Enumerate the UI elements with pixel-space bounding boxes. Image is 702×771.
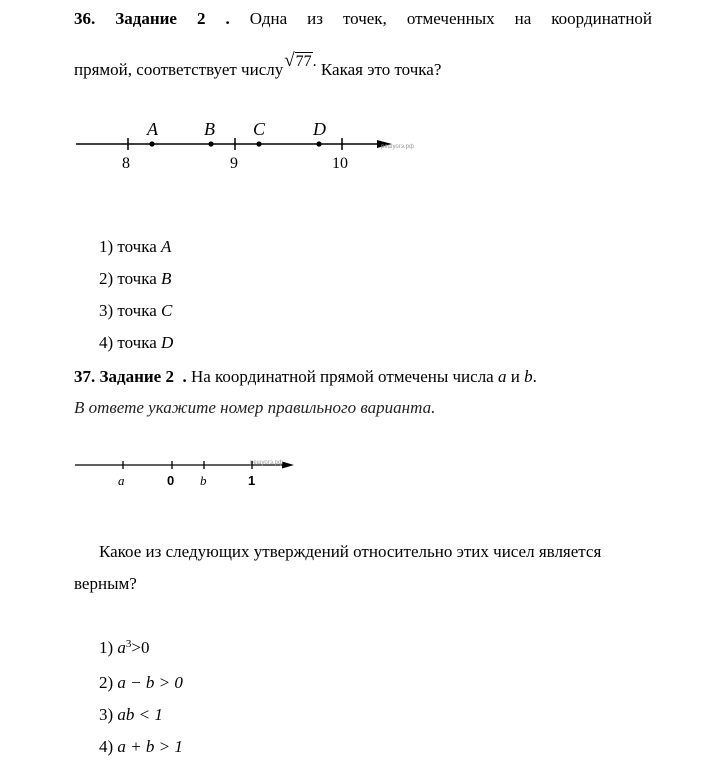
- task37-question-line1: Какое из следующих утверждений относительно этих чисел является: [99, 542, 602, 561]
- task37-question-line2: верным?: [74, 574, 137, 593]
- label-0: 0: [167, 473, 175, 488]
- task36-label: Задание 2: [115, 9, 206, 28]
- task36-question: Какая это точка?: [320, 60, 442, 79]
- task36-option-1[interactable]: [99, 237, 171, 257]
- option-var: C: [161, 301, 173, 320]
- option-expr: ab < 1: [117, 705, 163, 724]
- radical-dot: .: [312, 53, 317, 70]
- task37-option-3[interactable]: [99, 705, 163, 725]
- label-a: a: [118, 473, 125, 488]
- option-var: D: [161, 333, 174, 352]
- task37-and: и: [510, 367, 520, 386]
- option-text: точка: [117, 269, 157, 288]
- task37-option-1[interactable]: [99, 638, 150, 658]
- task37-option-2[interactable]: [99, 673, 183, 693]
- radical-icon: √: [284, 50, 295, 71]
- point-label-d: D: [313, 119, 326, 139]
- option-number: 3): [99, 301, 114, 320]
- option-number: 2): [99, 673, 114, 692]
- point-b: [208, 141, 213, 146]
- task37-header: 37. Задание 2: [74, 367, 174, 386]
- task37-dot: .: [182, 367, 187, 386]
- point-d: [316, 141, 321, 146]
- point-label-a: A: [147, 119, 158, 139]
- task36-option-4[interactable]: [99, 333, 173, 353]
- task37-statement: На координатной прямой отмечены числа: [190, 367, 494, 386]
- point-label-b: B: [204, 119, 215, 139]
- label-b: b: [200, 473, 207, 488]
- tick-label-9: 9: [230, 155, 238, 172]
- option-base: a: [117, 638, 126, 657]
- label-1: 1: [248, 473, 256, 488]
- tick-label-8: 8: [122, 155, 130, 172]
- option-number: 4): [99, 737, 114, 756]
- task37-var-a: a: [497, 367, 507, 386]
- sqrt-expression: [284, 50, 316, 72]
- task37-number-line: [70, 452, 310, 492]
- task36-statement-line2: прямой, соответствует числу: [74, 60, 284, 79]
- point-a: [149, 141, 154, 146]
- option-text: точка: [117, 333, 157, 352]
- task36-option-2[interactable]: [99, 269, 171, 289]
- option-text: точка: [117, 301, 157, 320]
- tick-label-10: 10: [332, 155, 348, 172]
- option-var: A: [161, 237, 172, 256]
- watermark: решуогэ.рф: [381, 144, 414, 150]
- task37-end: .: [532, 367, 537, 386]
- radicand: 77: [295, 53, 312, 70]
- task36-statement-line1: Одна из точек, отмеченных на координатной: [249, 9, 653, 28]
- option-number: 1): [99, 638, 114, 657]
- option-text: точка: [117, 237, 157, 256]
- task37-instruction: В ответе укажите номер правильного варианта.: [74, 398, 436, 417]
- option-rest: >0: [131, 638, 150, 657]
- option-number: 4): [99, 333, 114, 352]
- task36-line2: [74, 50, 441, 80]
- task37-heading: [74, 367, 537, 387]
- option-number: 3): [99, 705, 114, 724]
- option-var: B: [161, 269, 172, 288]
- task36-number: 36.: [74, 9, 96, 28]
- option-sup: 3: [125, 638, 132, 650]
- task36-number-line: [70, 112, 414, 174]
- option-expr: a − b > 0: [117, 673, 183, 692]
- point-c: [256, 141, 261, 146]
- option-number: 1): [99, 237, 114, 256]
- option-number: 2): [99, 269, 114, 288]
- option-expr: a + b > 1: [117, 737, 183, 756]
- task37-option-4[interactable]: [99, 737, 183, 757]
- point-label-c: C: [253, 119, 266, 139]
- task36-dot: .: [225, 9, 230, 28]
- task36-option-3[interactable]: [99, 301, 172, 321]
- task37-var-b: b: [524, 367, 533, 386]
- task36-line1: [74, 9, 652, 29]
- axis-arrow-icon: [282, 462, 294, 469]
- watermark: решуогэ.рф: [250, 460, 283, 466]
